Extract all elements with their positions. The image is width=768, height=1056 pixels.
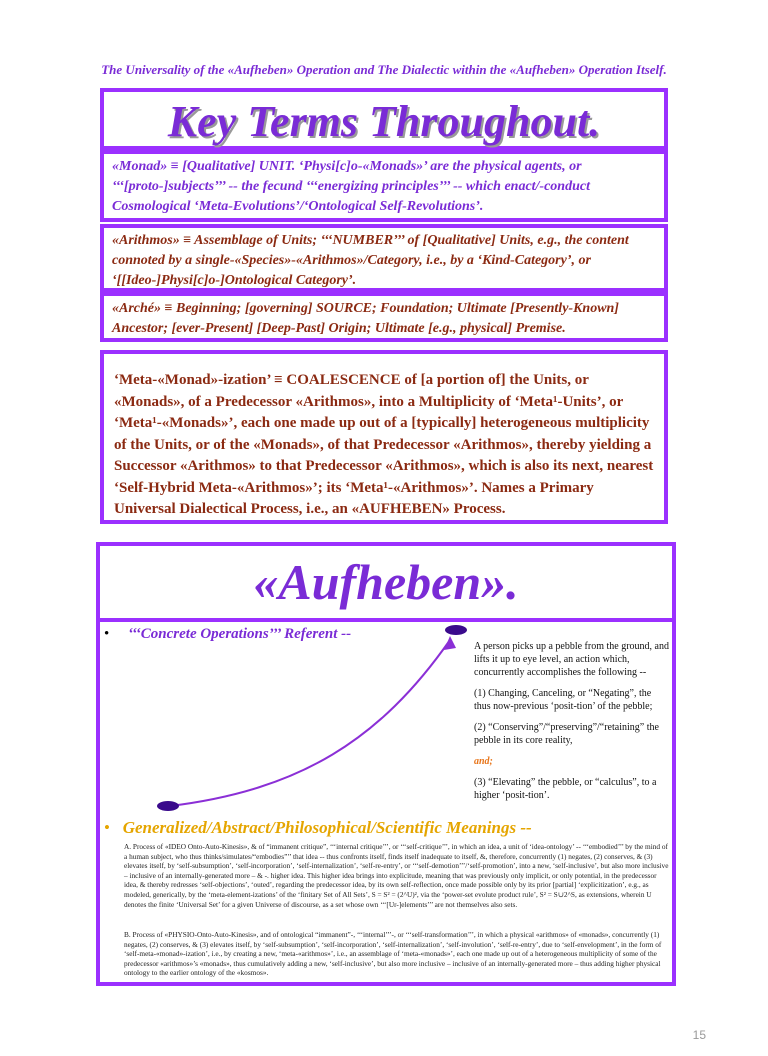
bullet-dot: • — [104, 626, 129, 642]
elevation-arrow-curve — [170, 640, 450, 806]
arithmos-definition: «Arithmos» ≡ Assemblage of Units; ‘‘‘NUMBER’’’ of [Qualitative] Units, e.g., the content connoted by a single-«Species»-«Arithmos»/Category, i.e., by a ‘Kind-Category’, or ‘[[Ideo-]Physi[c]o-]Ontological Category’. — [112, 233, 629, 288]
pebble-item-elevate: (3) “Elevating” the pebble, or “calculus”, to a higher ‘posit-tion’. — [474, 777, 657, 801]
pebble-intro: A person picks up a pebble from the ground, and lifts it up to eye level, an action which, concurrently accomplishes the following -- — [474, 641, 669, 678]
bullet-dot-2: • — [104, 818, 123, 837]
monad-definition: «Monad» ≡ [Qualitative] UNIT. ‘Physi[c]o-«Monads»’ are the physical agents, or ‘‘‘[proto-]subjects’’’ -- the fecund ‘‘‘energizing principles’’’ -- which enact/-conduct Cosmological ‘Meta-Evolutions’/‘Ontological Self-Revolutions’. — [112, 159, 590, 214]
pebble-and: and; — [474, 756, 493, 767]
pebble-end-dot — [445, 625, 467, 635]
bullet-generalized-meanings — [104, 818, 532, 838]
aufheben-title: «Aufheben». — [253, 554, 519, 610]
page-title: The Universality of the «Aufheben» Operation and The Dialectic within the «Aufheben» Operation Itself. — [101, 62, 667, 77]
key-terms-heading-box — [100, 88, 668, 150]
arithmos-definition-box — [100, 224, 668, 292]
page-number: 15 — [692, 1028, 706, 1042]
meta-monad-ization-definition: ‘Meta-«Monad»-ization’ ≡ COALESCENCE of [a portion of] the Units, or «Monads», of a Predecessor «Arithmos», into a Multiplicity of ‘Meta¹-Units’, or ‘Meta¹-«Monads»’, each one made up out of a [typically] heterogeneous multiplicity of the Units, or of the «Monads», of that Predecessor «Arithmos», thereby yielding a Successor «Arithmos» to that Predecessor «Arithmos», which is also its next, nearest ‘Self-Hybrid Meta-«Arithmos»’; its ‘Meta¹-«Arithmos»’. Names a Primary Universal Dialectical Process, i.e., an «AUFHEBEN» Process. — [114, 372, 654, 517]
monad-definition-box — [100, 150, 668, 222]
pebble-explanation — [474, 640, 670, 810]
paragraph-b-physio: B. Process of «PHYSIO-Onto-Auto-Kinesis», and of ontological “immanent”-, ‘‘‘internal’’’-, or ‘‘‘self-transformation’’’, in which a physical «arithmos» of «monads», concurrently (1) negates, (2) conserves, & (3) elevates itself, by ‘self-subsumption’, ‘self-incorporation’, ‘self-internalization’, ‘self-involution’, ‘self-re-entry’, due to ‘self-envelopment’, in the form of ‘self-meta-«monad»-ization’, i.e., by creating a new, ‘meta-«arithmos»’, i.e., an assemblage of ‘meta-«monads»’, each one made up out of a heterogeneous multiplicity of some of the predecessor «arithmos»’s «monads», thus cumulatively adding a new, ‘self-inclusive’, but also more inclusive – inclusive of an internally-generated more – thus adding higher physical ontology to the earlier ontology of the «kosmos». — [124, 930, 662, 978]
key-terms-heading: Key Terms Throughout. — [167, 97, 601, 146]
arche-definition-box — [100, 292, 668, 342]
pebble-item-negate: (1) Changing, Canceling, or “Negating”, the thus now-previous ‘posit-tion’ of the pebble; — [474, 688, 653, 712]
elevation-arrow-diagram — [150, 620, 470, 820]
bullet-generalized-meanings-text: Generalized/Abstract/Philosophical/Scientific Meanings -- — [122, 818, 532, 837]
elevation-arrow-head — [444, 636, 456, 650]
meta-monad-ization-box — [100, 350, 668, 524]
pebble-start-dot — [157, 801, 179, 811]
bullet-concrete-operations-text: ‘‘‘Concrete Operations’’’ Referent -- — [128, 626, 352, 642]
arche-definition: «Arché» ≡ Beginning; [governing] SOURCE; Foundation; Ultimate [Presently-Known] Ancestor; [ever-Present] [Deep-Past] Origin; Ultimate [e.g., physical] Premise. — [112, 301, 619, 336]
aufheben-header — [100, 546, 672, 622]
pebble-item-conserve: (2) “Conserving”/“preserving”/“retaining” the pebble in its core reality, — [474, 722, 659, 746]
paragraph-a-ideo: A. Process of «IDEO Onto-Auto-Kinesis», & of “immanent critique”, ‘‘‘internal critique’’’, or ‘‘‘self-critique’’’, in which an idea, a unit of ‘idea-ontology’ -- ‘‘‘embodied’’’ by the mind of a human subject, who thus thinks/simulates/“embodies”’’ that idea -- thus confronts itself, finds itself inadequate to itself, &, therefore, concurrently (1) negates, (2) conserves, & (3) elevates itself, by ‘self-subsumption’, ‘self-incorporation’, ‘self-internalization’, ‘self-re-entry’, or ‘‘‘self-demotion’’’/‘self-promotion’, into a new, ‘self-inclusive’, but also more inclusive – inclusive of an internally-generated more – & -. higher idea. This higher idea brings into explicitude, meaning that was previously only implicit, or only potential, in the predecessor idea, & thereby redresses ‘self-objections’, ‘outed’, regarding the predecessor idea, by its own self-reflection, once made possible only by its prior [partial] ‘explicitization’, e.g., as modeled, generically, by the ‘meta-element-izations’ of the ‘finitary Set of All Sets’, S = S² = (2^U)², via the ‘power-set evolute product rule’, S² = S∪2^S, as extensions, wherein U denotes the finite ‘Universal Set’ for a given Universe of discourse, as a set whose own ‘‘‘[Ur-]elements’’’ are not themselves also sets. — [124, 842, 669, 909]
